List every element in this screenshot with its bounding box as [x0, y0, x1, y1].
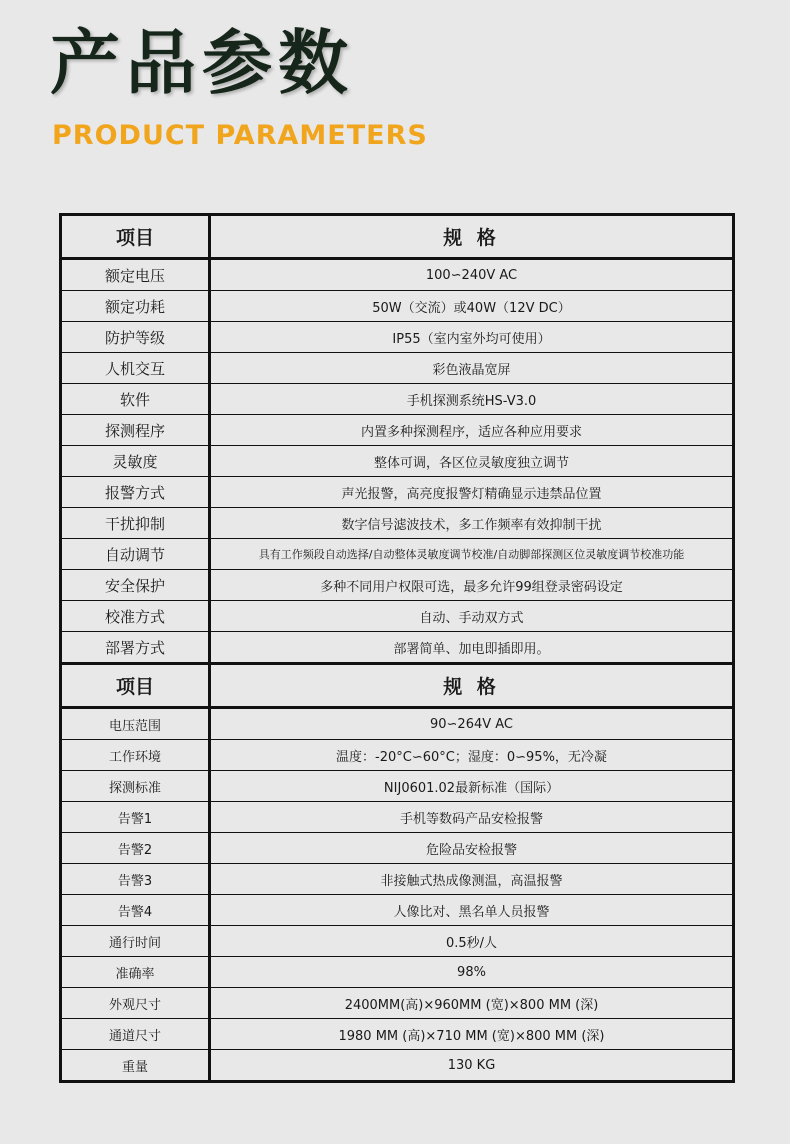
row-label: 告警2: [61, 833, 210, 864]
spec-table-body: [61, 215, 734, 1082]
table-row: [61, 802, 734, 833]
table-header-row: [61, 664, 734, 708]
table-row: [61, 384, 734, 415]
row-value: 具有工作频段自动选择/自动整体灵敏度调节校准/自动脚部探测区位灵敏度调节校准功能: [210, 539, 734, 570]
row-value: 100∽240V AC: [210, 259, 734, 291]
row-label: 探测标准: [61, 771, 210, 802]
table-row: [61, 570, 734, 601]
row-label: 通行时间: [61, 926, 210, 957]
table-row: [61, 415, 734, 446]
row-value: 部署简单、加电即插即用。: [210, 632, 734, 664]
row-value: 非接触式热成像测温，高温报警: [210, 864, 734, 895]
table-row: [61, 895, 734, 926]
row-value: 50W（交流）或40W（12V DC）: [210, 291, 734, 322]
table-header-row: [61, 215, 734, 259]
table-row: [61, 539, 734, 570]
row-value: 0.5秒/人: [210, 926, 734, 957]
row-label: 工作环境: [61, 740, 210, 771]
table-row: [61, 291, 734, 322]
header-spec: 规 格: [210, 215, 734, 259]
table-row: [61, 477, 734, 508]
header-item: 项目: [61, 664, 210, 708]
row-label: 额定电压: [61, 259, 210, 291]
row-label: 准确率: [61, 957, 210, 988]
row-label: 自动调节: [61, 539, 210, 570]
row-value: NIJ0601.02最新标准（国际）: [210, 771, 734, 802]
row-label: 告警4: [61, 895, 210, 926]
row-label: 安全保护: [61, 570, 210, 601]
row-label: 软件: [61, 384, 210, 415]
row-value: 整体可调，各区位灵敏度独立调节: [210, 446, 734, 477]
table-row: [61, 957, 734, 988]
table-row: [61, 322, 734, 353]
row-label: 人机交互: [61, 353, 210, 384]
table-row: [61, 353, 734, 384]
table-row: [61, 771, 734, 802]
row-value: 声光报警，高亮度报警灯精确显示违禁品位置: [210, 477, 734, 508]
table-row: [61, 926, 734, 957]
spec-table: [59, 213, 735, 1083]
row-value: 多种不同用户权限可选，最多允许99组登录密码设定: [210, 570, 734, 601]
row-label: 部署方式: [61, 632, 210, 664]
table-row: [61, 259, 734, 291]
row-value: IP55（室内室外均可使用）: [210, 322, 734, 353]
row-value: 2400MM(高)×960MM (宽)×800 MM (深): [210, 988, 734, 1019]
row-value: 130 KG: [210, 1050, 734, 1082]
page-title: 产品参数: [50, 22, 354, 104]
row-label: 电压范围: [61, 708, 210, 740]
table-row: [61, 740, 734, 771]
table-row: [61, 1050, 734, 1082]
row-value: 人像比对、黑名单人员报警: [210, 895, 734, 926]
table-row: [61, 632, 734, 664]
row-label: 通道尺寸: [61, 1019, 210, 1050]
row-value: 危险品安检报警: [210, 833, 734, 864]
row-label: 校准方式: [61, 601, 210, 632]
row-value: 98%: [210, 957, 734, 988]
row-label: 外观尺寸: [61, 988, 210, 1019]
row-label: 额定功耗: [61, 291, 210, 322]
row-value: 手机等数码产品安检报警: [210, 802, 734, 833]
row-value: 内置多种探测程序，适应各种应用要求: [210, 415, 734, 446]
page-subtitle: PRODUCT PARAMETERS: [52, 120, 428, 151]
row-label: 告警3: [61, 864, 210, 895]
row-label: 干扰抑制: [61, 508, 210, 539]
header-item: 项目: [61, 215, 210, 259]
row-value: 90∽264V AC: [210, 708, 734, 740]
row-value: 温度：-20°C∽60°C；湿度：0∽95%，无冷凝: [210, 740, 734, 771]
row-label: 灵敏度: [61, 446, 210, 477]
table-row: [61, 864, 734, 895]
row-value: 彩色液晶宽屏: [210, 353, 734, 384]
row-value: 1980 MM (高)×710 MM (宽)×800 MM (深): [210, 1019, 734, 1050]
row-label: 重量: [61, 1050, 210, 1082]
table-row: [61, 988, 734, 1019]
table-row: [61, 508, 734, 539]
row-label: 告警1: [61, 802, 210, 833]
header-spec: 规 格: [210, 664, 734, 708]
table-row: [61, 446, 734, 477]
row-label: 防护等级: [61, 322, 210, 353]
row-label: 报警方式: [61, 477, 210, 508]
row-value: 手机探测系统HS-V3.0: [210, 384, 734, 415]
row-value: 自动、手动双方式: [210, 601, 734, 632]
table-row: [61, 708, 734, 740]
row-label: 探测程序: [61, 415, 210, 446]
table-row: [61, 833, 734, 864]
row-value: 数字信号滤波技术，多工作频率有效抑制干扰: [210, 508, 734, 539]
table-row: [61, 601, 734, 632]
table-row: [61, 1019, 734, 1050]
